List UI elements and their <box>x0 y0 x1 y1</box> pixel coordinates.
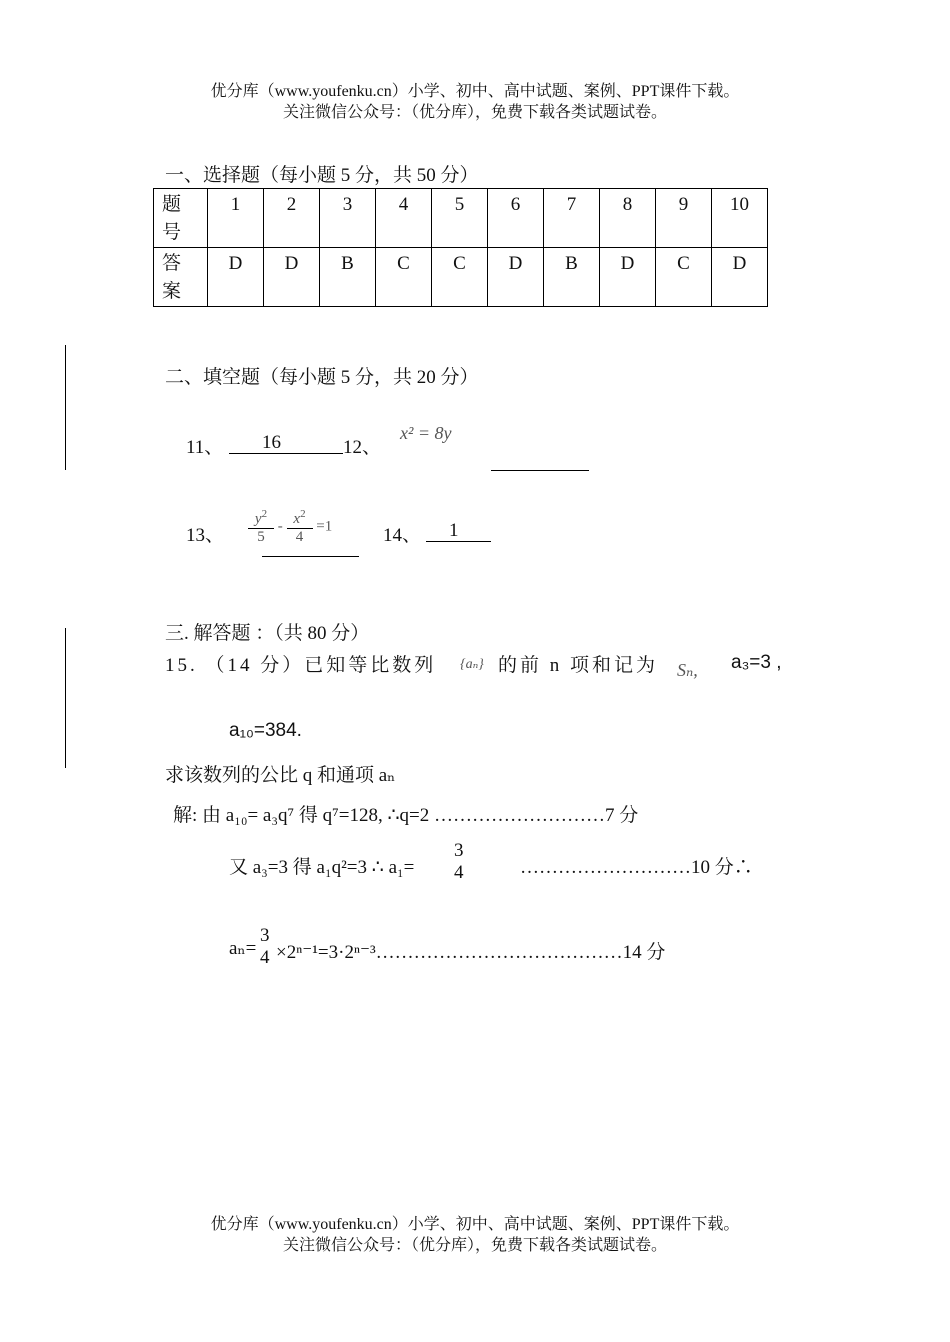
q15-ask: 求该数列的公比 q 和通项 aₙ <box>165 765 396 786</box>
q15-a3: a₃=3 , <box>731 652 782 673</box>
q13-underline <box>262 556 359 557</box>
q14-answer: 1 <box>449 520 459 541</box>
margin-bar <box>65 345 66 470</box>
solution-a1-fraction: 3 4 <box>454 840 464 883</box>
q15-a10: a₁₀=384. <box>229 720 302 741</box>
solution-line-2a: 又 a₃=3 得 a₁q²=3 ∴ a₁= <box>229 857 415 878</box>
solution-line-2b: ………………………10 分∴ <box>520 857 753 878</box>
row-label-answer: 答 案 <box>154 248 208 307</box>
question-number: 7 <box>544 189 600 248</box>
question-number: 5 <box>432 189 488 248</box>
answer-cell: B <box>320 248 376 307</box>
solution-an-fraction: 3 4 <box>260 925 270 968</box>
q12-label: 12、 <box>343 437 382 458</box>
q15-sequence: {aₙ} <box>460 657 484 672</box>
question-number: 10 <box>712 189 768 248</box>
section-2-title: 二、填空题（每小题 5 分，共 20 分） <box>165 367 479 388</box>
section-1-title: 一、选择题（每小题 5 分，共 50 分） <box>165 165 479 186</box>
margin-bar <box>65 628 66 768</box>
answer-cell: D <box>208 248 264 307</box>
footer-line-2: 关注微信公众号：（优分库），免费下载各类试题试卷。 <box>282 1237 667 1254</box>
question-number: 3 <box>320 189 376 248</box>
question-number: 8 <box>600 189 656 248</box>
table-row <box>154 189 768 248</box>
question-number: 2 <box>264 189 320 248</box>
section-3-title: 三. 解答题 ：（共 80 分） <box>165 623 370 644</box>
answer-cell: D <box>264 248 320 307</box>
table-row <box>154 248 768 307</box>
question-number: 6 <box>488 189 544 248</box>
q15-middle: 的前 n 项和记为 <box>498 655 659 676</box>
q12-underline <box>491 470 589 471</box>
answer-cell: C <box>376 248 432 307</box>
q11-label: 11、 <box>186 437 224 458</box>
question-number: 1 <box>208 189 264 248</box>
q15-sn: Sₙ, <box>677 660 698 680</box>
header-line-1: 优分库（www.youfenku.cn）小学、初中、高中试题、案例、PPT课件下载。 <box>210 83 740 100</box>
question-number: 9 <box>656 189 712 248</box>
solution-line-1: 解: 由 a₁₀= a₃q⁷ 得 q⁷=128, ∴q=2 ………………………7 分 <box>173 805 639 826</box>
solution-line-3a: aₙ= <box>229 938 257 959</box>
q14-label: 14、 <box>383 525 422 546</box>
q15-intro: 15. （14 分）已知等比数列 <box>165 655 437 676</box>
answer-cell: D <box>712 248 768 307</box>
q11-underline <box>229 453 343 454</box>
q12-answer: x² = 8y <box>400 423 452 443</box>
solution-line-3b: ×2ⁿ⁻¹=3·2ⁿ⁻³…………………………………14 分 <box>276 942 666 963</box>
header-line-2: 关注微信公众号：（优分库），免费下载各类试题试卷。 <box>282 104 667 121</box>
answer-cell: C <box>656 248 712 307</box>
answer-cell: D <box>488 248 544 307</box>
answer-cell: C <box>432 248 488 307</box>
q14-underline <box>426 541 491 542</box>
footer-line-1: 优分库（www.youfenku.cn）小学、初中、高中试题、案例、PPT课件下载。 <box>210 1216 740 1233</box>
question-number: 4 <box>376 189 432 248</box>
row-label-number: 题 号 <box>154 189 208 248</box>
q13-answer: $\frac{y^2}{5}$ - $\frac{x^2}{4}$ =1 <box>248 508 332 546</box>
answer-cell: B <box>544 248 600 307</box>
answer-cell: D <box>600 248 656 307</box>
q11-answer: 16 <box>262 432 281 453</box>
q13-label: 13、 <box>186 525 225 546</box>
answer-table <box>153 188 768 307</box>
